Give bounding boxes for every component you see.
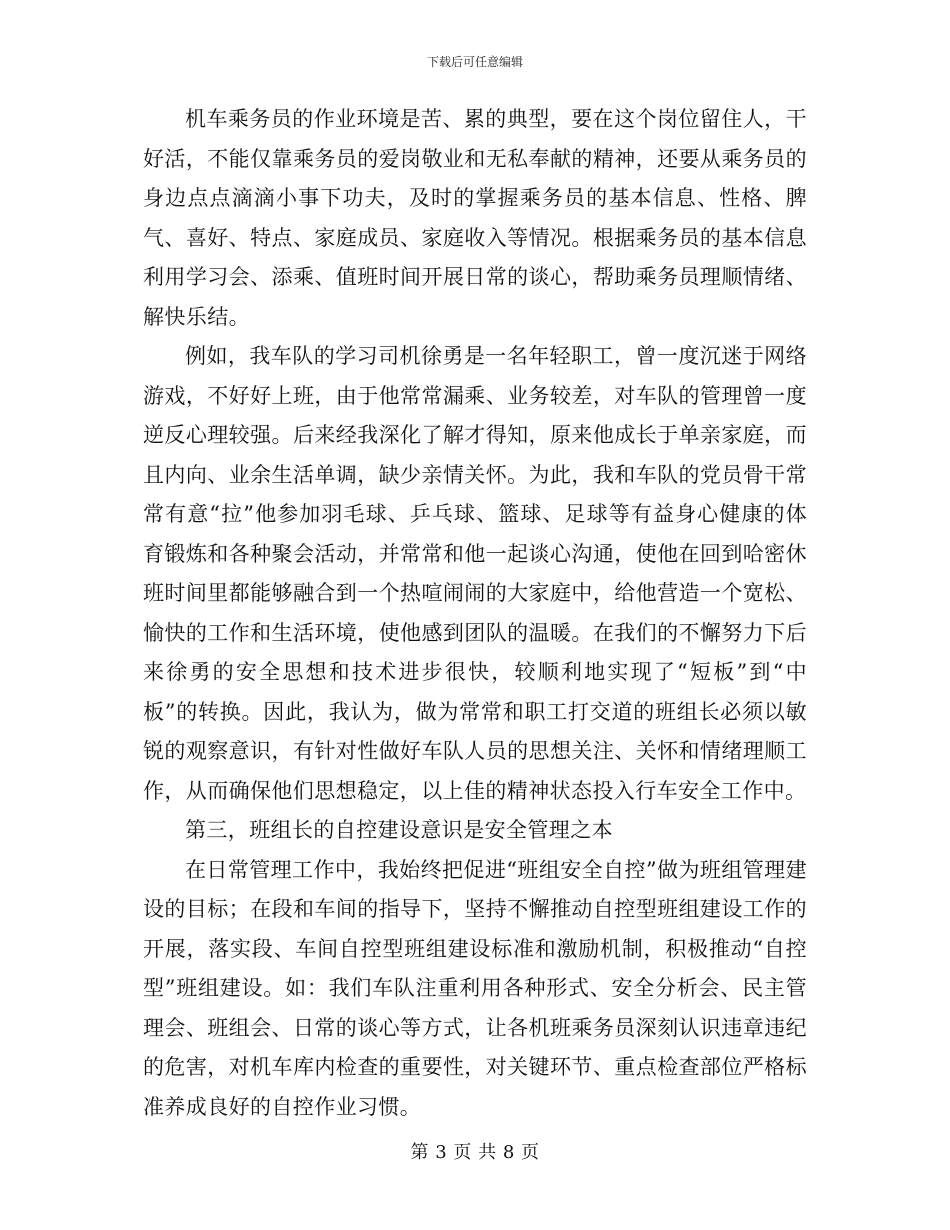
paragraph-example-xu-yong: 例如，我车队的学习司机徐勇是一名年轻职工，曾一度沉迷于网络游戏，不好好上班，由于他常常漏乘、业务较差，对车队的管理曾一度逆反心理较强。后来经我深化了解才得知，原来他成长于单亲家庭，而且内向、业余生活单调，缺少亲情关怀。为此，我和车队的党员骨干常常有意“拉”他参加羽毛球、乒乓球、篮球、足球等有益身心健康的体育锻炼和各种聚会活动，并常常和他一起谈心沟通，使他在回到哈密休班时间里都能够融合到一个热喧闹闹的大家庭中，给他营造一个宽松、愉快的工作和生活环境，使他感到团队的温暖。在我们的不懈努力下后来徐勇的安全思想和技术进步很快，较顺利地实现了“短板”到“中板”的转换。因此，我认为，做为常常和职工打交道的班组长必须以敏锐的观察意识，有针对性做好车队人员的思想关注、关怀和情绪理顺工作，从而确保他们思想稳定，以上佳的精神状态投入行车安全工作中。: [143, 344, 807, 803]
paragraph-crew-environment: 机车乘务员的作业环境是苦、累的典型，要在这个岗位留住人，干好活，不能仅靠乘务员的爱岗敬业和无私奉献的精神，还要从乘务员的身边点点滴滴小事下功夫，及时的掌握乘务员的基本信息、性格、脾气、喜好、特点、家庭成员、家庭收入等情况。根据乘务员的基本信息利用学习会、添乘、值班时间开展日常的谈心，帮助乘务员理顺情绪、解快乐结。: [143, 107, 807, 329]
paragraph-self-control-building: 在日常管理工作中，我始终把促进“班组安全自控”做为班组管理建设的目标；在段和车间的指导下，坚持不懈推动自控型班组建设工作的开展，落实段、车间自控型班组建设标准和激励机制，积极推动“自控型”班组建设。如：我们车队注重利用各种形式、安全分析会、民主管理会、班组会、日常的谈心等方式，让各机班乘务员深刻认识违章违纪的危害，对机车库内检查的重要性，对关键环节、重点检查部位严格标准养成良好的自控作业习惯。: [143, 857, 807, 1119]
document-body: [143, 100, 807, 1127]
section-heading-third: 第三，班组长的自控建设意识是安全管理之本: [185, 818, 613, 842]
page-header: 下载后可任意编辑: [426, 55, 523, 69]
page-number: 第 3 页 共 8 页: [410, 1142, 540, 1163]
